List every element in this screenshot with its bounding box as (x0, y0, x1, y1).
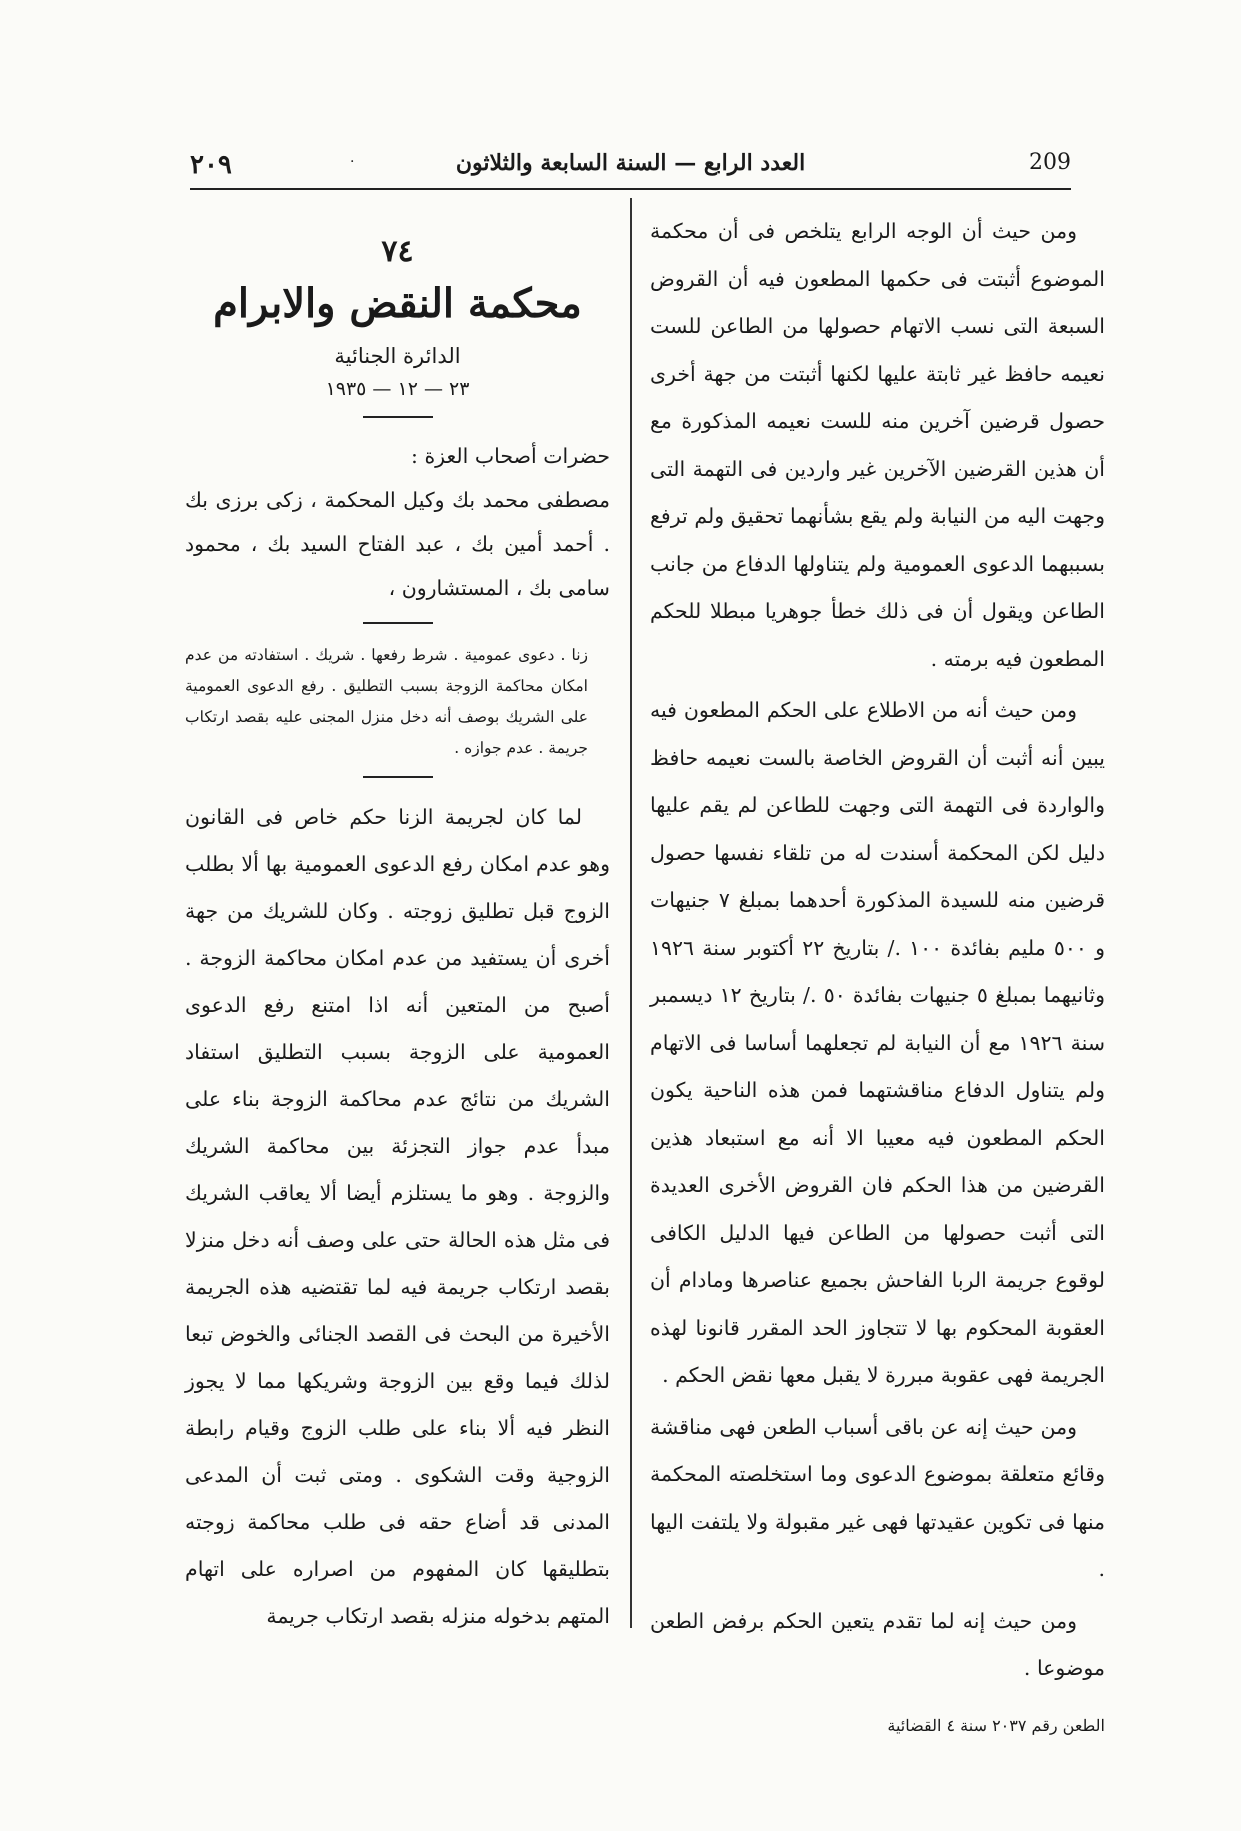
case-number: ٧٤ (381, 234, 414, 269)
judges-intro: حضرات أصحاب العزة : (411, 444, 610, 468)
paragraph: ومن حيث إنه عن باقى أسباب الطعن فهى مناقشة وقائع متعلقة بموضوع الدعوى وما استخلصته المحكمة منها فى تكوين عقيدتها فهى غير مقبولة ولا يلتفت اليها . (650, 1414, 1105, 1581)
column-divider (630, 198, 632, 1628)
paragraph: ومن حيث أنه من الاطلاع على الحكم المطعون فيه يبين أنه أثبت أن القروض الخاصة بالست نعيمه حافظ والواردة فى التهمة التى وجهت للطاعن لم يقم عليها دليل لكن المحكمة أسندت له من تلقاء نفسها حصول قرضين منه للسيدة المذكورة أحدهما بمبلغ ٧ جنيهات و ٥٠٠ مليم بفائدة ١٠٠ ./ بتاريخ ٢٢ أكتوبر سنة ١٩٢٦ وثانيهما بمبلغ ٥ جنيهات بفائدة ٥٠ ./ بتاريخ ١٢ ديسمبر سنة ١٩٢٦ مع أن النيابة لم تجعلهما أساسا فى الاتهام ولم يتناول الدفاع مناقشتهما فمن هذه الناحية يكون الحكم المطعون فيه معيبا الا أنه مع استبعاد هذين القرضين من هذا الحكم فان القروض الأخرى العديدة التى أثبت حصولها من الطاعن فيها الدليل الكافى لوقوع جريمة الربا الفاحش بجميع عناصرها ومادام أن العقوبة المحكوم بها لا تتجاوز الحد المقرر قانونا لهذه الجريمة فهى عقوبة مبررة لا يقبل معها نقض الحكم . (650, 698, 1106, 1387)
header-rule (190, 188, 1071, 190)
paragraph: ومن حيث أن الوجه الرابع يتلخص فى أن محكمة الموضوع أثبتت فى حكمها المطعون فيه أن القروض السبعة التى نسب الاتهام حصولها من الطاعن للست نعيمه حافظ غير ثابتة عليها لكنها أثبتت من جهة أخرى حصول قرضين آخرين منه للست نعيمه المذكورة مع أن هذين القرضين الآخرين غير واردين فى التهمة التى وجهت اليه من النيابة ولم يقع بشأنهما تحقيق ولم ترفع بسببهما الدعوى العمومية ولم يتناولها الدفاع من جانب الطاعن ويقول أن فى ذلك خطأ جوهريا مبطلا للحكم المطعون فيه برمته . (650, 219, 1105, 671)
judges-list: مصطفى محمد بك وكيل المحكمة ، زكى برزى بك . أحمد أمين بك ، عبد الفتاح السيد بك ، محمود سامى بك ، المستشارون ، (185, 488, 610, 600)
page-header (190, 150, 1071, 190)
journal-issue-title: العدد الرابع — السنة السابعة والثلاثون (455, 150, 806, 176)
section-rule (363, 416, 433, 418)
circuit-name: الدائرة الجنائية (334, 344, 461, 368)
left-column (185, 232, 610, 1640)
section-rule (363, 776, 433, 778)
keywords-summary: زنا . دعوى عمومية . شرط رفعها . شريك . استفادته من عدم امكان محاكمة الزوجة بسبب التطليق . رفع الدعوى العمومية على الشريك بوصف أنه دخل منزل المجنى عليه بقصد ارتكاب جريمة . عدم جوازه . (185, 646, 588, 757)
page-number-arabic: ٢٠٩ (190, 150, 232, 180)
judgment-date: ٢٣ — ١٢ — ١٩٣٥ (325, 378, 470, 400)
page-number-latin: 209 (1029, 150, 1071, 175)
paragraph: ومن حيث إنه لما تقدم يتعين الحكم برفض الطعن موضوعا . (650, 1608, 1105, 1680)
header-dot: · (350, 154, 355, 170)
appeal-reference: الطعن رقم ٢٠٣٧ سنة ٤ القضائية (887, 1715, 1105, 1735)
right-column (650, 208, 1105, 1741)
section-rule (363, 622, 433, 624)
court-name: محكمة النقض والابرام (213, 280, 582, 327)
judgment-principle: لما كان لجريمة الزنا حكم خاص فى القانون وهو عدم امكان رفع الدعوى العمومية بها ألا بطلب الزوج قبل تطليق زوجته . وكان للشريك من جهة أخرى أن يستفيد من عدم امكان محاكمة الزوجة . أصبح من المتعين أنه اذا امتنع رفع الدعوى العمومية على الزوجة بسبب التطليق استفاد الشريك من نتائج عدم محاكمة الزوجة بناء على مبدأ عدم جواز التجزئة بين محاكمة الشريك والزوجة . وهو ما يستلزم أيضا ألا يعاقب الشريك فى مثل هذه الحالة حتى على وصف أنه دخل منزلا بقصد ارتكاب جريمة فيه لما تقتضيه هذه الجريمة الأخيرة من البحث فى القصد الجنائى والخوض تبعا لذلك فيما وقع بين الزوجة وشريكها مما لا يجوز النظر فيه ألا بناء على طلب الزوج وقيام رابطة الزوجية وقت الشكوى . ومتى ثبت أن المدعى المدنى قد أضاع حقه فى طلب محاكمة زوجته بتطليقها كان المفهوم من اصراره على اتهام المتهم بدخوله منزله بقصد ارتكاب جريمة (185, 805, 610, 1628)
